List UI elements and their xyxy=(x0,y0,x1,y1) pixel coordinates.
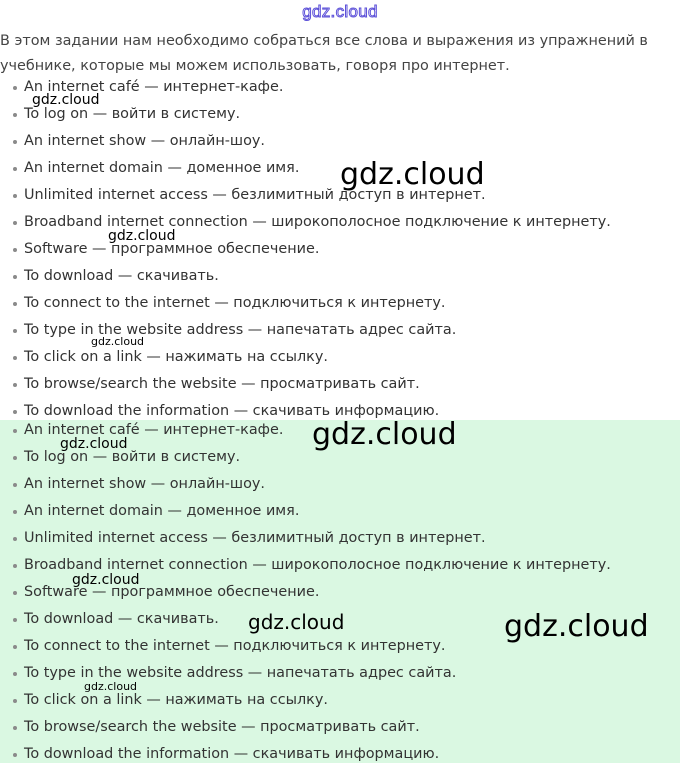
bullet-icon xyxy=(13,86,17,90)
site-logo[interactable]: gdz.cloud xyxy=(302,2,378,21)
list-item: Unlimited internet access — безлимитный доступ в интернет. xyxy=(0,182,611,209)
list-item: To download — скачивать. xyxy=(0,606,611,633)
list-item: To download — скачивать. xyxy=(0,263,611,290)
bullet-icon xyxy=(13,591,17,595)
list-item: Unlimited internet access — безлимитный доступ в интернет. xyxy=(0,525,611,552)
list-item: To type in the website address — напечатать адрес сайта. xyxy=(0,317,611,344)
bullet-icon xyxy=(13,753,17,757)
bullet-icon xyxy=(13,167,17,171)
list-item: To type in the website address — напечатать адрес сайта. xyxy=(0,660,611,687)
bullet-icon xyxy=(13,275,17,279)
bullet-icon xyxy=(13,510,17,514)
bullet-icon xyxy=(13,456,17,460)
page-header xyxy=(0,0,680,28)
list-item: To click on a link — нажимать на ссылку. xyxy=(0,344,611,371)
bullet-icon xyxy=(13,383,17,387)
bullet-icon xyxy=(13,726,17,730)
watermark: gdz.cloud xyxy=(32,92,100,108)
bullet-icon xyxy=(13,564,17,568)
list-item: An internet show — онлайн-шоу. xyxy=(0,471,611,498)
list-item: An internet café — интернет-кафе. xyxy=(0,417,611,444)
bullet-icon xyxy=(13,537,17,541)
list-item: An internet domain — доменное имя. xyxy=(0,498,611,525)
watermark: gdz.cloud xyxy=(84,680,138,693)
list-item: Broadband internet connection — широкополосное подключение к интернету. xyxy=(0,552,611,579)
list-item: An internet café — интернет-кафе. xyxy=(0,74,611,101)
vocabulary-list-repeat xyxy=(0,417,611,768)
list-item: To log on — войти в систему. xyxy=(0,444,611,471)
bullet-icon xyxy=(13,329,17,333)
watermark: gdz.cloud xyxy=(91,335,145,348)
watermark: gdz.cloud xyxy=(248,610,345,634)
list-item: To download the information — скачивать информацию. xyxy=(0,741,611,768)
list-item: To connect to the internet — подключиться к интернету. xyxy=(0,290,611,317)
watermark: gdz.cloud xyxy=(108,228,176,244)
bullet-icon xyxy=(13,248,17,252)
list-item: To download the information — скачивать информацию. xyxy=(0,398,611,425)
bullet-icon xyxy=(13,140,17,144)
watermark: gdz.cloud xyxy=(60,436,128,452)
list-item: To click on a link — нажимать на ссылку. xyxy=(0,687,611,714)
list-item: To connect to the internet — подключиться к интернету. xyxy=(0,633,611,660)
watermark: gdz.cloud xyxy=(312,417,457,452)
bullet-icon xyxy=(13,302,17,306)
bullet-icon xyxy=(13,194,17,198)
bullet-icon xyxy=(13,410,17,414)
bullet-icon xyxy=(13,618,17,622)
list-item: To log on — войти в систему. xyxy=(0,101,611,128)
bullet-icon xyxy=(13,221,17,225)
bullet-icon xyxy=(13,356,17,360)
bullet-icon xyxy=(13,483,17,487)
watermark: gdz.cloud xyxy=(504,609,649,644)
bullet-icon xyxy=(13,699,17,703)
vocabulary-list xyxy=(0,74,611,425)
list-item: Broadband internet connection — широкополосное подключение к интернету. xyxy=(0,209,611,236)
list-item: To browse/search the website — просматривать сайт. xyxy=(0,714,611,741)
bullet-icon xyxy=(13,672,17,676)
list-item: Software — программное обеспечение. xyxy=(0,579,611,606)
list-item: To browse/search the website — просматривать сайт. xyxy=(0,371,611,398)
intro-text: В этом задании нам необходимо собраться все слова и выражения из упражнений в учебнике, которые мы можем использовать, говоря про интернет. xyxy=(0,33,648,74)
list-item: An internet show — онлайн-шоу. xyxy=(0,128,611,155)
watermark: gdz.cloud xyxy=(72,572,140,588)
bullet-icon xyxy=(13,113,17,117)
bullet-icon xyxy=(13,645,17,649)
list-item: An internet domain — доменное имя. xyxy=(0,155,611,182)
bullet-icon xyxy=(13,429,17,433)
watermark: gdz.cloud xyxy=(340,157,485,192)
list-item: Software — программное обеспечение. xyxy=(0,236,611,263)
